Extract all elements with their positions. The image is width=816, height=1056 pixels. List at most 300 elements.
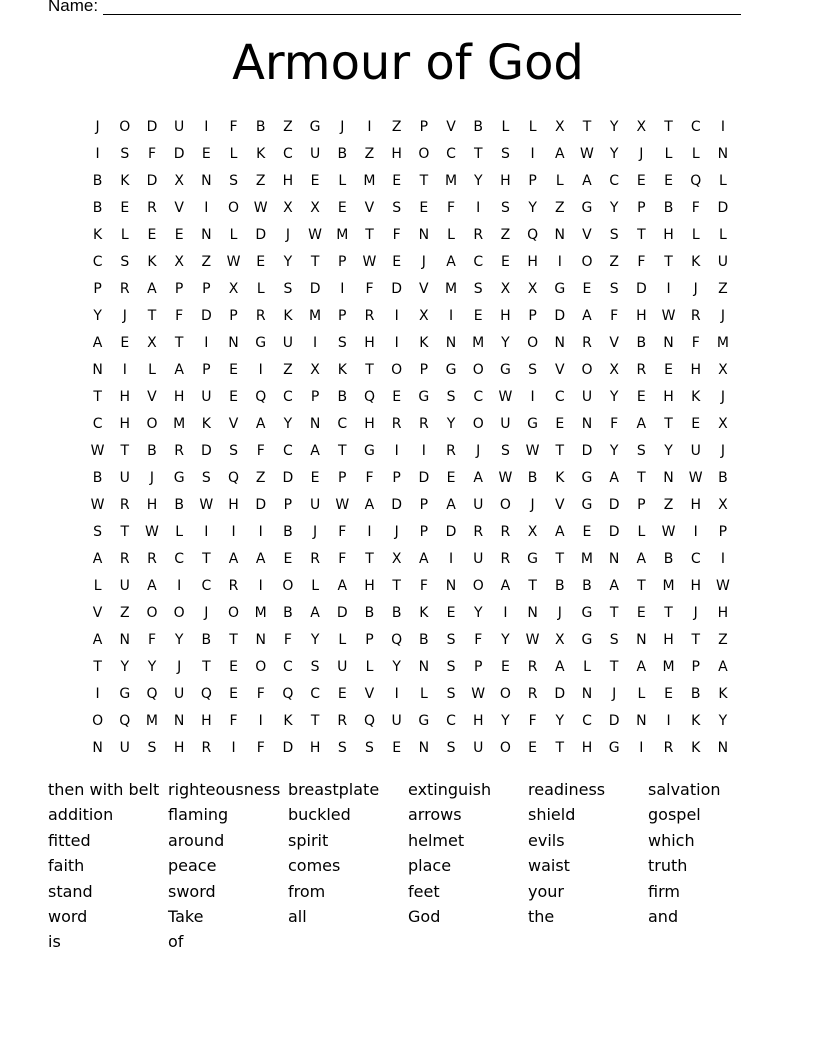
grid-cell: D (146, 119, 158, 135)
grid-cell: U (119, 740, 130, 756)
grid-cell: D (336, 605, 348, 621)
grid-cell: N (445, 578, 457, 594)
grid-cell: A (310, 605, 320, 621)
grid-cell: G (309, 119, 321, 135)
grid-cell: G (554, 281, 566, 297)
grid-cell: Y (609, 146, 619, 162)
grid-row (84, 573, 737, 600)
grid-cell: L (691, 146, 700, 162)
grid-cell: S (609, 632, 619, 648)
grid-cell: T (229, 632, 238, 648)
grid-cell: M (444, 173, 458, 189)
word-list-item: breastplate (288, 780, 380, 799)
grid-cell: R (119, 281, 130, 297)
grid-cell: W (308, 227, 323, 243)
grid-cell: U (690, 443, 701, 459)
grid-cell: I (394, 335, 399, 351)
grid-cell: L (93, 578, 102, 594)
grid-cell: Q (146, 686, 158, 702)
grid-cell: O (418, 146, 430, 162)
grid-cell: W (498, 389, 513, 405)
grid-cell: D (608, 524, 620, 540)
grid-cell: A (500, 578, 511, 594)
grid-cell: S (500, 443, 510, 459)
grid-cell: L (583, 659, 591, 675)
grid-cell: P (338, 308, 347, 324)
grid-cell: Z (201, 254, 212, 270)
grid-cell: N (173, 713, 185, 729)
grid-cell: A (92, 632, 103, 648)
grid-cell: Y (501, 713, 510, 729)
grid-cell: E (446, 605, 456, 621)
grid-cell: I (639, 740, 644, 756)
grid-cell: Z (391, 119, 402, 135)
grid-cell: D (255, 497, 267, 513)
grid-cell: Y (147, 659, 157, 675)
grid-cell: U (391, 713, 402, 729)
grid-cell: X (310, 200, 320, 216)
grid-cell: C (690, 119, 701, 135)
grid-cell: A (554, 659, 565, 675)
grid-cell: D (282, 470, 294, 486)
grid-cell: L (175, 524, 184, 540)
grid-cell: E (392, 254, 402, 270)
grid-cell: D (173, 146, 185, 162)
grid-row (84, 357, 737, 384)
grid-cell: E (310, 173, 320, 189)
grid-cell: F (229, 119, 238, 135)
grid-cell: G (581, 200, 593, 216)
grid-cell: B (283, 524, 293, 540)
grid-cell: R (337, 713, 348, 729)
grid-cell: T (664, 416, 673, 432)
grid-cell: F (256, 740, 265, 756)
word-list-item: sword (168, 881, 216, 901)
grid-cell: D (608, 713, 620, 729)
grid-cell: S (337, 335, 347, 351)
grid-cell: W (715, 578, 730, 594)
grid-cell: S (446, 659, 456, 675)
grid-cell: T (338, 443, 347, 459)
grid-cell: A (446, 497, 456, 513)
grid-cell: Y (473, 173, 483, 189)
grid-cell: H (119, 416, 131, 432)
grid-cell: B (636, 335, 647, 351)
grid-row (84, 141, 737, 168)
grid-cell: R (473, 524, 484, 540)
grid-cell: H (173, 740, 185, 756)
grid-cell: Q (282, 686, 294, 702)
grid-cell: M (662, 659, 675, 675)
grid-cell: D (445, 524, 457, 540)
grid-cell: P (174, 281, 184, 297)
grid-cell: V (147, 389, 157, 405)
grid-cell: W (226, 254, 241, 270)
grid-cell: W (199, 497, 214, 513)
grid-cell: D (391, 281, 403, 297)
grid-cell: H (500, 308, 511, 324)
grid-cell: E (256, 254, 266, 270)
grid-cell: R (527, 659, 538, 675)
grid-cell: R (228, 578, 239, 594)
grid-cell: A (419, 551, 429, 567)
word-list-item: the (528, 906, 555, 926)
grid-cell: Q (391, 632, 403, 648)
word-list-item: is (48, 932, 61, 952)
grid-cell: D (581, 443, 593, 459)
grid-cell: P (528, 308, 537, 324)
grid-cell: F (283, 632, 292, 648)
grid-cell: P (338, 470, 347, 486)
grid-cell: X (310, 362, 320, 378)
grid-cell: I (720, 551, 725, 567)
grid-cell: P (419, 362, 429, 378)
grid-cell: R (391, 416, 402, 432)
grid-cell: N (608, 551, 620, 567)
grid-cell: I (448, 308, 454, 324)
grid-cell: C (92, 254, 103, 270)
grid-cell: S (446, 686, 456, 702)
grid-cell: S (528, 362, 538, 378)
grid-cell: U (500, 416, 511, 432)
grid-cell: E (147, 227, 157, 243)
grid-cell: M (444, 281, 458, 297)
grid-cell: E (392, 740, 402, 756)
grid-cell: I (204, 524, 209, 540)
grid-cell: N (418, 227, 430, 243)
grid-cell: G (608, 740, 620, 756)
grid-cell: A (147, 578, 157, 594)
grid-cell: P (637, 200, 646, 216)
grid-cell: Y (555, 713, 565, 729)
grid-cell: Y (174, 632, 184, 648)
grid-cell: E (636, 605, 646, 621)
grid-cell: J (340, 119, 345, 135)
grid-cell: I (720, 119, 725, 135)
grid-cell: K (691, 254, 701, 270)
grid-cell: T (202, 659, 211, 675)
grid-cell: I (557, 254, 562, 270)
grid-cell: T (555, 740, 565, 756)
grid-cell: K (93, 227, 103, 243)
grid-cell: A (636, 659, 647, 675)
grid-cell: H (282, 173, 294, 189)
grid-cell: J (530, 497, 535, 513)
grid-cell: X (527, 524, 538, 540)
grid-row (84, 654, 737, 681)
grid-cell: F (256, 443, 265, 459)
grid-cell: Q (228, 470, 240, 486)
grid-cell: X (228, 281, 239, 297)
grid-cell: A (636, 416, 647, 432)
grid-cell: W (661, 308, 676, 324)
grid-cell: F (610, 416, 619, 432)
grid-cell: I (340, 281, 345, 297)
grid-cell: H (663, 632, 674, 648)
grid-cell: H (201, 713, 212, 729)
grid-cell: J (693, 605, 698, 621)
name-label: Name: (48, 0, 99, 15)
grid-cell: S (392, 200, 402, 216)
grid-cell: N (445, 335, 457, 351)
grid-cell: L (120, 227, 129, 243)
grid-cell: H (472, 713, 484, 729)
grid-cell: T (365, 551, 374, 567)
grid-cell: Y (609, 389, 619, 405)
grid-cell: X (391, 551, 402, 567)
grid-cell: Y (718, 713, 728, 729)
grid-cell: K (337, 362, 347, 378)
grid-cell: X (283, 200, 293, 216)
grid-cell: I (258, 362, 263, 378)
grid-cell: U (309, 497, 321, 513)
grid-cell: R (119, 497, 130, 513)
grid-row (84, 249, 737, 276)
grid-cell: J (421, 254, 426, 270)
grid-cell: E (201, 146, 211, 162)
grid-cell: N (527, 605, 538, 621)
grid-cell: S (283, 281, 293, 297)
grid-cell: E (174, 227, 184, 243)
grid-cell: G (581, 632, 593, 648)
grid-cell: D (418, 470, 430, 486)
grid-cell: C (690, 551, 701, 567)
grid-cell: A (310, 443, 320, 459)
grid-cell: C (554, 389, 565, 405)
grid-cell: H (364, 335, 375, 351)
grid-cell: I (258, 713, 263, 729)
grid-cell: L (691, 227, 700, 243)
word-list (48, 779, 768, 957)
grid-cell: O (472, 362, 484, 378)
grid-cell: Z (718, 632, 728, 648)
word-list-item: gospel (648, 805, 701, 825)
grid-cell: J (122, 308, 127, 324)
grid-cell: F (691, 335, 700, 351)
grid-cell: E (392, 173, 402, 189)
grid-cell: K (691, 713, 701, 729)
grid-cell: F (447, 200, 456, 216)
grid-row (84, 438, 737, 465)
grid-cell: Q (119, 713, 131, 729)
grid-cell: L (229, 227, 238, 243)
grid-cell: R (201, 740, 212, 756)
grid-cell: I (231, 524, 236, 540)
grid-cell: I (394, 443, 399, 459)
grid-cell: K (256, 146, 266, 162)
grid-cell: H (309, 740, 321, 756)
grid-cell: X (419, 308, 429, 324)
grid-cell: L (365, 659, 374, 675)
grid-cell: B (283, 605, 293, 621)
grid-cell: E (636, 173, 646, 189)
grid-cell: G (499, 362, 511, 378)
grid-cell: M (472, 335, 485, 351)
grid-cell: P (202, 281, 211, 297)
grid-cell: O (173, 605, 185, 621)
grid-cell: L (256, 281, 265, 297)
word-list-item: God (408, 906, 441, 926)
grid-cell: A (554, 146, 565, 162)
grid-cell: R (147, 551, 157, 567)
grid-cell: H (364, 416, 375, 432)
grid-cell: O (391, 362, 403, 378)
grid-cell: S (446, 632, 456, 648)
grid-cell: U (473, 551, 484, 567)
grid-cell: R (527, 686, 538, 702)
grid-cell: I (367, 119, 372, 135)
grid-cell: S (120, 146, 130, 162)
grid-cell: I (95, 146, 100, 162)
grid-cell: Z (283, 119, 293, 135)
grid-cell: H (527, 254, 538, 270)
grid-cell: S (609, 281, 619, 297)
grid-cell: N (554, 335, 566, 351)
word-list-item: Take (168, 906, 204, 926)
grid-cell: R (473, 227, 484, 243)
grid-cell: M (145, 713, 159, 729)
grid-cell: H (636, 308, 647, 324)
grid-cell: E (446, 470, 456, 486)
grid-cell: F (610, 308, 619, 324)
grid-cell: T (555, 443, 565, 459)
grid-cell: E (337, 686, 347, 702)
word-list-item: addition (48, 805, 114, 825)
grid-cell: F (338, 524, 347, 540)
grid-row (84, 222, 737, 249)
grid-cell: I (122, 362, 127, 378)
grid-cell: Z (554, 200, 565, 216)
grid-cell: A (92, 335, 103, 351)
grid-cell: H (663, 389, 674, 405)
word-list-item: salvation (648, 780, 721, 799)
grid-cell: P (528, 173, 537, 189)
grid-cell: T (419, 173, 429, 189)
grid-cell: Y (283, 416, 293, 432)
grid-cell: T (310, 713, 320, 729)
grid-cell: I (666, 281, 671, 297)
grid-cell: X (147, 335, 157, 351)
grid-cell: U (174, 119, 185, 135)
grid-cell: T (664, 254, 673, 270)
grid-cell: V (92, 605, 103, 621)
grid-cell: S (147, 740, 157, 756)
grid-cell: I (693, 524, 698, 540)
grid-cell: B (337, 146, 348, 162)
word-list-item: truth (648, 856, 688, 876)
grid-cell: T (637, 227, 646, 243)
grid-cell: T (202, 551, 211, 567)
grid-cell: O (92, 713, 104, 729)
grid-cell: L (338, 173, 347, 189)
grid-cell: T (120, 443, 130, 459)
grid-cell: C (174, 551, 185, 567)
grid-cell: R (446, 443, 456, 459)
grid-cell: E (555, 416, 565, 432)
grid-row (84, 276, 737, 303)
grid-cell: K (691, 740, 701, 756)
grid-cell: X (718, 497, 728, 513)
grid-cell: U (581, 389, 593, 405)
grid-cell: W (335, 497, 350, 513)
grid-cell: J (720, 308, 725, 324)
grid-cell: T (174, 335, 184, 351)
grid-row (84, 465, 737, 492)
grid-cell: K (691, 389, 701, 405)
grid-cell: H (690, 578, 701, 594)
grid-cell: E (500, 254, 510, 270)
grid-cell: K (201, 416, 211, 432)
grid-cell: B (147, 443, 157, 459)
grid-cell: V (419, 281, 429, 297)
grid-cell: B (337, 389, 348, 405)
grid-cell: F (691, 200, 700, 216)
grid-cell: A (446, 254, 456, 270)
grid-cell: T (392, 578, 401, 594)
grid-cell: I (503, 605, 508, 621)
grid-cell: A (92, 551, 103, 567)
grid-cell: N (663, 470, 674, 486)
grid-cell: O (472, 578, 484, 594)
grid-cell: L (719, 227, 727, 243)
grid-cell: T (582, 119, 592, 135)
grid-cell: I (530, 146, 535, 162)
grid-cell: V (554, 362, 565, 378)
grid-cell: C (473, 254, 484, 270)
grid-cell: H (391, 146, 402, 162)
grid-cell: O (527, 335, 539, 351)
word-list-item: righteousness (168, 780, 281, 799)
word-list-item: extinguish (408, 780, 492, 799)
grid-cell: B (92, 173, 103, 189)
word-list-item: which (648, 830, 695, 850)
grid-cell: G (445, 362, 457, 378)
word-list-item: flaming (168, 805, 229, 825)
grid-cell: H (500, 173, 511, 189)
grid-cell: M (662, 578, 675, 594)
grid-cell: E (664, 173, 673, 189)
grid-cell: Y (664, 443, 673, 459)
word-list-item: around (168, 830, 225, 850)
grid-cell: R (255, 308, 266, 324)
grid-cell: A (718, 659, 728, 675)
grid-cell: X (500, 281, 511, 297)
grid-cell: E (528, 740, 538, 756)
grid-cell: S (310, 659, 320, 675)
grid-cell: X (718, 416, 728, 432)
grid-cell: D (554, 308, 566, 324)
grid-cell: S (446, 389, 456, 405)
grid-cell: T (691, 632, 700, 648)
grid-cell: H (228, 497, 239, 513)
grid-cell: F (392, 227, 401, 243)
grid-cell: S (120, 254, 130, 270)
grid-cell: I (258, 578, 263, 594)
grid-cell: R (119, 551, 130, 567)
grid-cell: M (363, 173, 376, 189)
grid-cell: R (174, 443, 185, 459)
grid-cell: V (364, 200, 375, 216)
grid-cell: X (527, 281, 538, 297)
grid-cell: O (499, 686, 511, 702)
word-list-item: feet (408, 881, 440, 901)
grid-cell: B (92, 200, 103, 216)
grid-cell: O (581, 362, 593, 378)
grid-cell: R (690, 308, 701, 324)
grid-cell: D (309, 281, 321, 297)
grid-cell: A (147, 281, 157, 297)
grid-cell: B (718, 470, 728, 486)
